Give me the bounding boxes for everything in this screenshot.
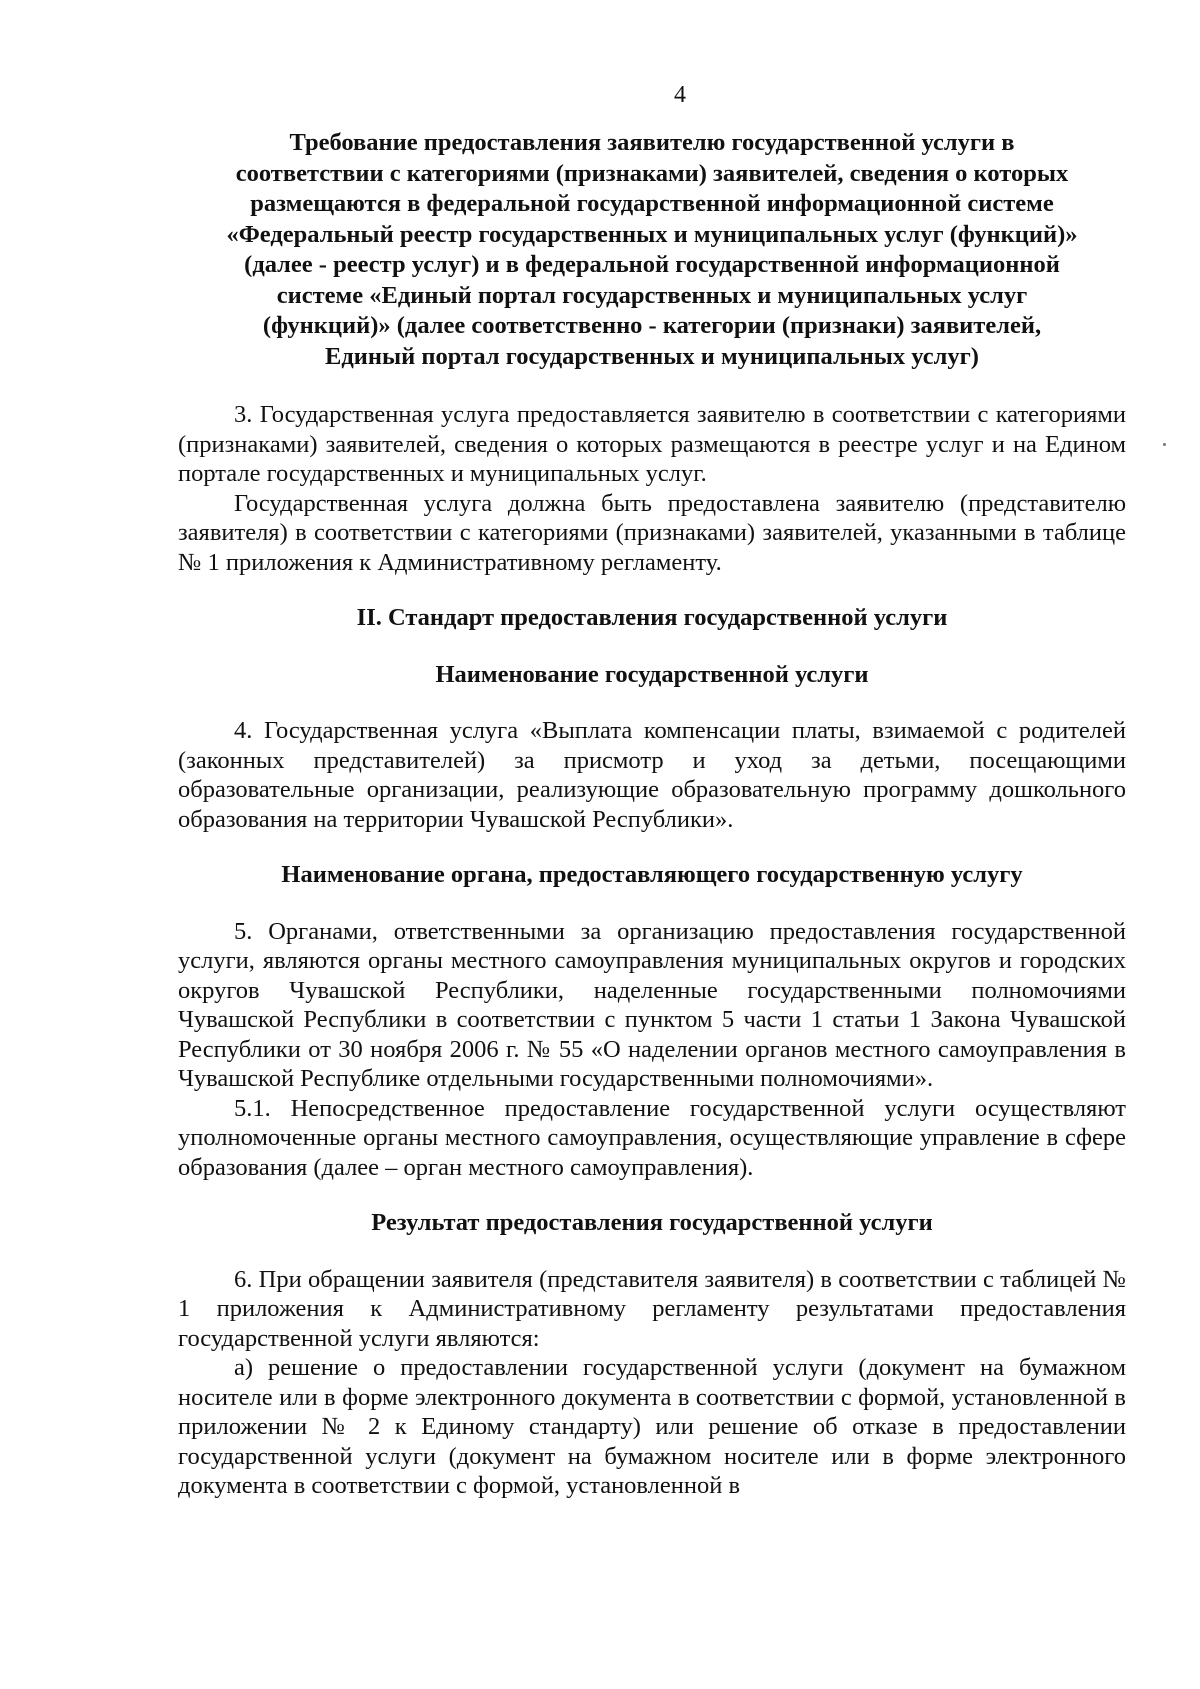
heading-line: (функций)» (далее соответственно - категории (признаки) заявителей, — [262, 312, 1042, 339]
heading-line: «Федеральный реестр государственных и муниципальных услуг (функций)» — [226, 220, 1078, 248]
paragraph-5: 5. Органами, ответственными за организацию предоставления государственной услуги, являются органы местного самоуправления муниципальных округов и городских округов Чувашской Республики, наделенные государственными полномочиями Чувашской Республики в соответствии с пунктом 5 части 1 статьи 1 Закона Чувашской Республики от 30 ноября 2006 г. № 55 «О наделении органов местного самоуправления в Чувашской Республике отдельными государственными полномочиями». — [178, 917, 1126, 1092]
paragraph-6: 6. При обращении заявителя (представителя заявителя) в соответствии с таблицей № 1 приложения к Административному регламенту результатами предоставления государственной услуги являются: — [178, 1265, 1126, 1352]
heading-line: системе «Единый портал государственных и муниципальных услуг — [276, 281, 1028, 309]
heading-organ: Наименование органа, предоставляющего государственную услугу — [281, 861, 1023, 888]
paragraph-6a: а) решение о предоставлении государственной услуги (документ на бумажном носителе или в форме электронного документа в соответствии с формой, установленной в приложении № 2 к Единому стандарту) или решение об отказе в предоставлении государственной услуги (документ на бумажном носителе или в форме электронного документа в соответствии с формой, установленной в — [178, 1354, 1126, 1499]
section-2-title: II. Стандарт предоставления государственной услуги — [356, 604, 948, 631]
heading-line: соответствии с категориями (признаками) заявителей, сведения о которых — [235, 159, 1069, 187]
heading-service-name: Наименование государственной услуги — [435, 660, 869, 688]
scan-speck — [1163, 443, 1166, 446]
heading-line: Единый портал государственных и муниципальных услуг) — [325, 342, 979, 370]
paragraph-5-1: 5.1. Непосредственное предоставление государственной услуги осуществляют уполномоченные органы местного самоуправления, осуществляющие управление в сфере образования (далее – орган местного самоуправления). — [178, 1094, 1126, 1181]
heading-result: Результат предоставления государственной услуги — [371, 1209, 933, 1236]
heading-line: (далее - реестр услуг) и в федеральной государственной информационной — [244, 251, 1060, 278]
heading-requirement — [178, 128, 1126, 372]
document-page — [178, 80, 1126, 1501]
page-number: 4 — [674, 82, 686, 108]
paragraph-3: 3. Государственная услуга предоставляется заявителю в соответствии с категориями (признаками) заявителей, сведения о которых размещаются в реестре услуг и на Едином портале государственных и муниципальных услуг. — [178, 401, 1126, 487]
paragraph-4: 4. Государственная услуга «Выплата компенсации платы, взимаемой с родителей (законных представителей) за присмотр и уход за детьми, посещающими образовательные организации, реализующие образовательную программу дошкольного образования на территории Чувашской Республики». — [178, 717, 1126, 833]
heading-line: Требование предоставления заявителю государственной услуги в — [289, 129, 1015, 156]
heading-line: размещаются в федеральной государственной информационной системе — [250, 190, 1054, 217]
paragraph-3b: Государственная услуга должна быть предоставлена заявителю (представителю заявителя) в соответствии с категориями (признаками) заявителей, указанными в таблице № 1 приложения к Административному регламенту. — [178, 489, 1126, 576]
